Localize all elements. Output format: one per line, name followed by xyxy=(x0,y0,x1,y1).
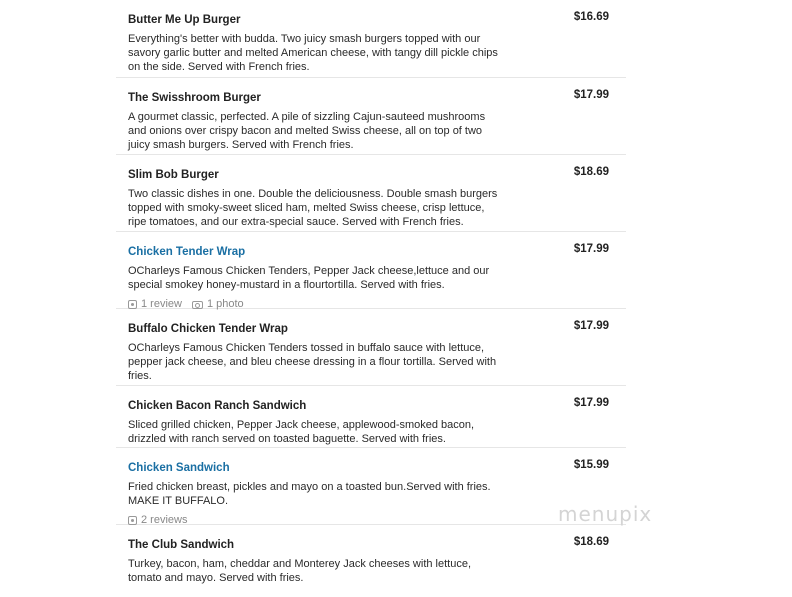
reviews-count: 2 reviews xyxy=(141,514,188,526)
watermark-logo: menupix xyxy=(558,502,653,526)
item-description: A gourmet classic, perfected. A pile of sizzling Cajun-sauteed mushrooms and onions over crispy bacon and melted Swiss cheese, all on top of two juicy smash burgers. Served with French fries. xyxy=(128,111,486,151)
camera-icon xyxy=(192,301,203,309)
item-name-link[interactable]: Chicken Tender Wrap xyxy=(128,246,246,258)
item-price: $17.99 xyxy=(573,320,609,332)
item-name: Buffalo Chicken Tender Wrap xyxy=(128,323,288,335)
reviews-count: 1 review xyxy=(141,298,182,310)
item-price: $16.69 xyxy=(573,11,609,23)
item-name: Slim Bob Burger xyxy=(128,169,219,181)
menu-item xyxy=(116,448,626,525)
item-name: Chicken Bacon Ranch Sandwich xyxy=(128,400,307,412)
photos-count: 1 photo xyxy=(206,298,244,310)
item-description: Sliced grilled chicken, Pepper Jack cheese, applewood-smoked bacon, drizzled with ranch served on toasted baguette. Served with fries. xyxy=(128,419,475,445)
menu-item xyxy=(116,232,626,309)
item-name: The Swisshroom Burger xyxy=(128,92,261,104)
item-description: OCharleys Famous Chicken Tenders tossed in buffalo sauce with lettuce, pepper jack cheese, and bleu cheese dressing in a flour tortilla. Served with fries. xyxy=(128,342,497,382)
menu-item xyxy=(116,0,626,78)
item-name-link[interactable]: Chicken Sandwich xyxy=(128,462,230,474)
item-price: $15.99 xyxy=(573,459,609,471)
menu-item xyxy=(116,309,626,386)
item-price: $17.99 xyxy=(573,397,609,409)
menu-item xyxy=(116,386,626,448)
menu-item xyxy=(116,78,626,155)
item-price: $17.99 xyxy=(573,89,609,101)
item-price: $18.69 xyxy=(573,166,609,178)
review-icon xyxy=(128,516,137,525)
menu-list xyxy=(116,0,626,597)
item-name: Butter Me Up Burger xyxy=(128,14,241,26)
item-description: OCharleys Famous Chicken Tenders, Pepper Jack cheese,lettuce and our special smokey honey-mustard in a flourtortilla. Served with fries. xyxy=(128,265,490,291)
item-description: Fried chicken breast, pickles and mayo on a toasted bun.Served with fries. MAKE IT BUFFALO. xyxy=(128,481,491,507)
item-description: Two classic dishes in one. Double the deliciousness. Double smash burgers topped with smoky-sweet sliced ham, melted Swiss cheese, crisp lettuce, ripe tomatoes, and our extra-special sauce. Served with French fries. xyxy=(128,188,498,228)
item-description: Everything's better with budda. Two juicy smash burgers topped with our savory garlic butter and melted American cheese, with tangy dill pickle chips on the side. Served with French fries. xyxy=(128,33,498,73)
item-price: $17.99 xyxy=(573,243,609,255)
item-price: $18.69 xyxy=(573,536,609,548)
menu-item xyxy=(116,155,626,232)
item-name: The Club Sandwich xyxy=(128,539,235,551)
item-description: Turkey, bacon, ham, cheddar and Monterey Jack cheeses with lettuce, tomato and mayo. Served with fries. xyxy=(128,558,472,584)
menu-item xyxy=(116,525,626,597)
review-icon xyxy=(128,300,137,309)
